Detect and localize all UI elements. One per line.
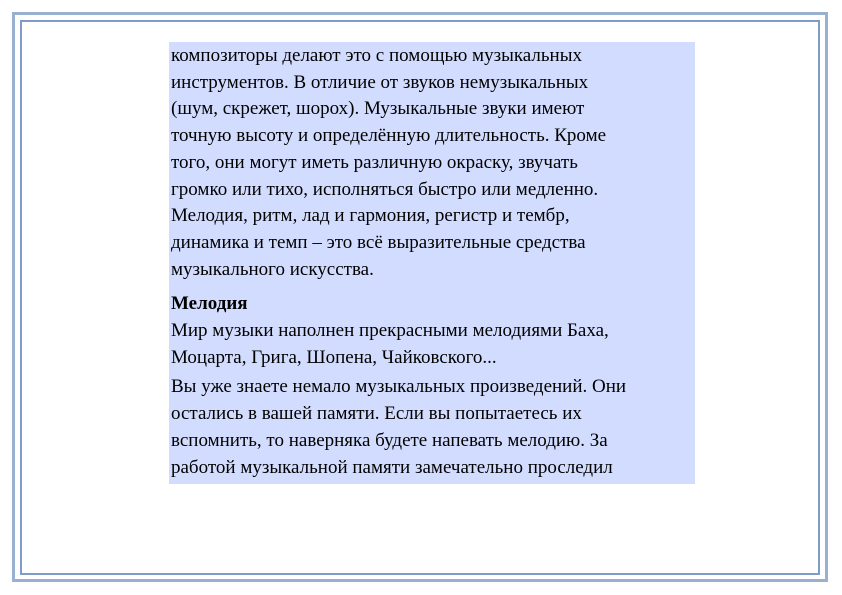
text-line: Мелодия, ритм, лад и гармония, регистр и тембр, (171, 205, 570, 227)
text-line: вспомнить, то наверняка будете напевать мелодию. За (171, 429, 608, 451)
text-line: (шум, скрежет, шорох). Музыкальные звуки имеют (171, 98, 585, 120)
text-line: музыкального искусства. (171, 258, 374, 280)
text-line: работой музыкальной памяти замечательно проследил (171, 456, 613, 478)
text-line: громко или тихо, исполняться быстро или медленно. (171, 178, 599, 200)
text-line: динамика и темп – это всё выразительные средства (171, 231, 586, 253)
text-line: точную высоту и определённую длительность. Кроме (171, 125, 607, 147)
text-line: композиторы делают это с помощью музыкальных (171, 45, 582, 66)
text-box (169, 42, 695, 484)
text-line: того, они могут иметь различную окраску, звучать (171, 151, 578, 173)
text-line: Мир музыки наполнен прекрасными мелодиями Баха, (171, 320, 609, 342)
memory-paragraph (171, 374, 692, 481)
text-line: остались в вашей памяти. Если вы попытаетесь их (171, 403, 582, 425)
section-heading: Мелодия (171, 293, 248, 315)
melody-paragraph (171, 318, 692, 371)
text-line: Моцарта, Грига, Шопена, Чайковского... (171, 346, 497, 368)
text-line: Вы уже знаете немало музыкальных произведений. Они (171, 376, 627, 398)
intro-paragraph (171, 43, 692, 283)
text-line: инструментов. В отличие от звуков немузыкальных (171, 71, 589, 93)
